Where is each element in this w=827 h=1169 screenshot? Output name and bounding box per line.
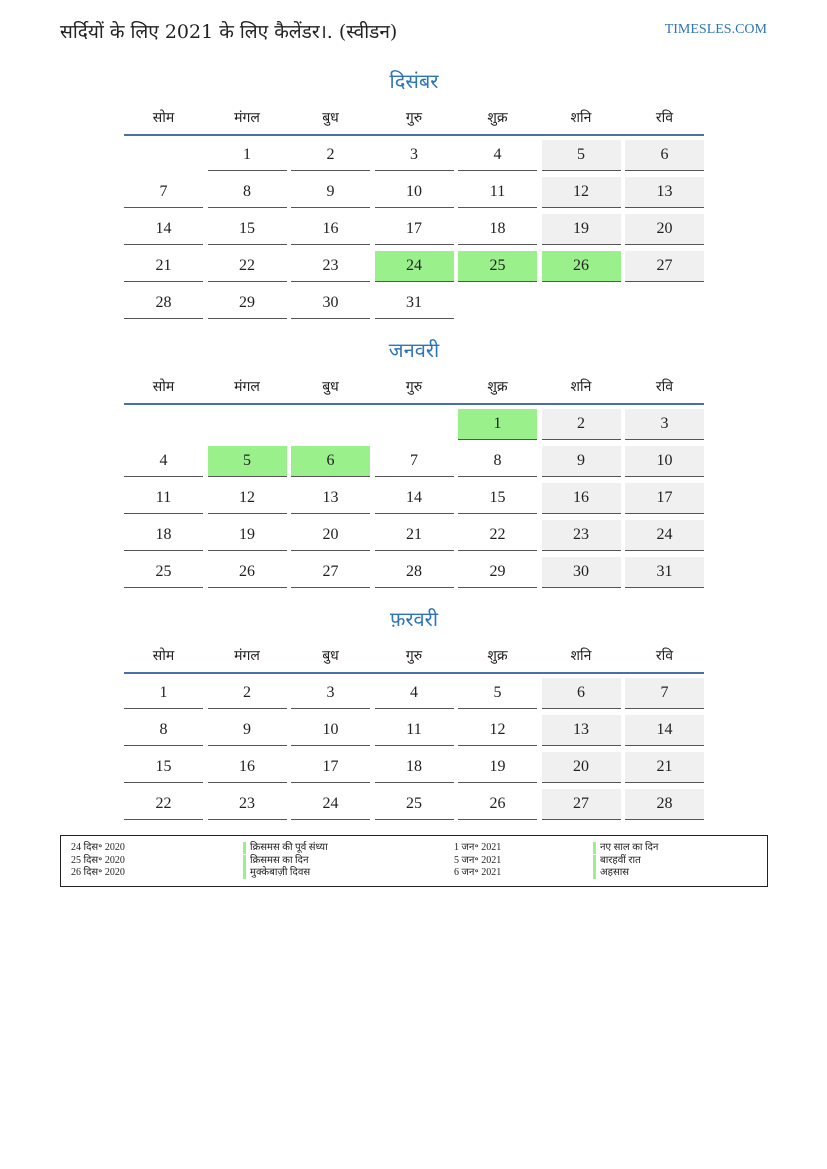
- day-cell[interactable]: 17: [625, 483, 704, 514]
- day-cell[interactable]: 11: [375, 715, 454, 746]
- day-cell[interactable]: 26: [458, 789, 537, 820]
- day-cell[interactable]: 11: [124, 483, 203, 514]
- weekday-label: रवि: [655, 378, 674, 395]
- day-cell[interactable]: 12: [208, 483, 287, 514]
- day-cell[interactable]: 10: [625, 446, 704, 477]
- day-cell[interactable]: 29: [208, 288, 287, 319]
- day-cell[interactable]: 2: [542, 409, 621, 440]
- month-calendar: [124, 66, 704, 325]
- day-cell[interactable]: 22: [124, 789, 203, 820]
- day-cell[interactable]: 9: [542, 446, 621, 477]
- month-title: जनवरी: [388, 338, 440, 362]
- day-cell[interactable]: 14: [625, 715, 704, 746]
- empty-cell: [208, 409, 287, 439]
- day-cell[interactable]: 16: [208, 752, 287, 783]
- day-cell[interactable]: 16: [542, 483, 621, 514]
- weekday-label: गुरु: [405, 647, 423, 664]
- holiday-legend: [60, 835, 768, 887]
- day-cell[interactable]: 14: [124, 214, 203, 245]
- day-cell[interactable]: 23: [291, 251, 370, 282]
- weekday-label: सोम: [152, 647, 175, 664]
- day-cell[interactable]: 3: [375, 140, 454, 171]
- day-cell[interactable]: 4: [375, 678, 454, 709]
- day-cell[interactable]: 13: [291, 483, 370, 514]
- day-cell[interactable]: 8: [458, 446, 537, 477]
- weekday-label: बुध: [322, 378, 339, 395]
- legend-name: नए साल का दिन: [593, 842, 658, 854]
- legend-name: मुक्केबाज़ी दिवस: [243, 867, 310, 879]
- day-cell[interactable]: 10: [375, 177, 454, 208]
- legend-date: 5 जन॰ 2021: [454, 855, 502, 866]
- weekday-label: शनि: [570, 109, 592, 126]
- day-cell[interactable]: 1: [208, 140, 287, 171]
- empty-cell: [124, 409, 203, 439]
- day-cell[interactable]: 15: [458, 483, 537, 514]
- day-cell[interactable]: 28: [124, 288, 203, 319]
- weekday-label: बुध: [322, 109, 339, 126]
- day-cell[interactable]: 23: [542, 520, 621, 551]
- day-cell[interactable]: 9: [208, 715, 287, 746]
- weekday-label: शुक्र: [487, 647, 508, 664]
- day-cell[interactable]: 7: [625, 678, 704, 709]
- day-cell[interactable]: 21: [124, 251, 203, 282]
- day-cell[interactable]: 8: [208, 177, 287, 208]
- legend-name: बारहवीं रात: [593, 855, 641, 867]
- day-cell[interactable]: 7: [375, 446, 454, 477]
- weekday-header: [124, 638, 704, 674]
- legend-name: क्रिसमस का दिन: [243, 855, 309, 867]
- legend-date: 26 दिस॰ 2020: [71, 867, 125, 878]
- day-cell[interactable]: 4: [124, 446, 203, 477]
- weekday-label: शनि: [570, 378, 592, 395]
- day-cell[interactable]: 31: [625, 557, 704, 588]
- empty-cell: [375, 409, 454, 439]
- day-cell[interactable]: 17: [375, 214, 454, 245]
- weekday-header: [124, 100, 704, 136]
- day-cell[interactable]: 14: [375, 483, 454, 514]
- legend-name: अहसास: [593, 867, 629, 879]
- weekday-label: गुरु: [405, 109, 423, 126]
- empty-cell: [124, 140, 203, 170]
- weekday-label: बुध: [322, 647, 339, 664]
- day-cell[interactable]: 27: [625, 251, 704, 282]
- day-cell[interactable]: 23: [208, 789, 287, 820]
- weekday-label: मंगल: [234, 109, 260, 126]
- weekday-header: [124, 369, 704, 405]
- day-cell[interactable]: 3: [291, 678, 370, 709]
- day-cell[interactable]: 15: [124, 752, 203, 783]
- day-cell[interactable]: 6: [542, 678, 621, 709]
- day-cell[interactable]: 13: [625, 177, 704, 208]
- day-cell[interactable]: 9: [291, 177, 370, 208]
- site-link[interactable]: TIMESLES.COM: [664, 22, 767, 37]
- day-cell[interactable]: 7: [124, 177, 203, 208]
- day-cell[interactable]: 15: [208, 214, 287, 245]
- day-grid: [124, 140, 704, 325]
- day-cell[interactable]: 22: [208, 251, 287, 282]
- day-cell[interactable]: 12: [458, 715, 537, 746]
- legend-date: 6 जन॰ 2021: [454, 867, 502, 878]
- holiday-day-cell[interactable]: 6: [291, 446, 370, 477]
- day-cell[interactable]: 17: [291, 752, 370, 783]
- day-cell[interactable]: 28: [375, 557, 454, 588]
- day-cell[interactable]: 24: [291, 789, 370, 820]
- day-cell[interactable]: 4: [458, 140, 537, 171]
- weekday-label: शुक्र: [487, 109, 508, 126]
- day-cell[interactable]: 19: [458, 752, 537, 783]
- day-cell[interactable]: 8: [124, 715, 203, 746]
- weekday-label: शुक्र: [487, 378, 508, 395]
- holiday-day-cell[interactable]: 26: [542, 251, 621, 282]
- day-cell[interactable]: 10: [291, 715, 370, 746]
- month-calendar: [124, 335, 704, 594]
- day-cell[interactable]: 16: [291, 214, 370, 245]
- day-cell[interactable]: 3: [625, 409, 704, 440]
- month-title: दिसंबर: [389, 69, 439, 93]
- day-cell[interactable]: 5: [542, 140, 621, 171]
- day-cell[interactable]: 18: [458, 214, 537, 245]
- day-cell[interactable]: 27: [291, 557, 370, 588]
- month-title: फ़रवरी: [389, 607, 439, 631]
- day-cell[interactable]: 18: [124, 520, 203, 551]
- day-cell[interactable]: 6: [625, 140, 704, 171]
- day-cell[interactable]: 1: [124, 678, 203, 709]
- day-cell[interactable]: 13: [542, 715, 621, 746]
- day-cell[interactable]: 19: [208, 520, 287, 551]
- month-calendar: [124, 604, 704, 826]
- day-cell[interactable]: 20: [291, 520, 370, 551]
- day-cell[interactable]: 2: [208, 678, 287, 709]
- holiday-day-cell[interactable]: 24: [375, 251, 454, 282]
- day-cell[interactable]: 21: [375, 520, 454, 551]
- weekday-label: गुरु: [405, 378, 423, 395]
- weekday-label: सोम: [152, 109, 175, 126]
- weekday-label: मंगल: [234, 378, 260, 395]
- day-cell[interactable]: 20: [625, 214, 704, 245]
- day-cell[interactable]: 22: [458, 520, 537, 551]
- day-cell[interactable]: 26: [208, 557, 287, 588]
- weekday-label: रवि: [655, 647, 674, 664]
- empty-cell: [291, 409, 370, 439]
- day-cell[interactable]: 27: [542, 789, 621, 820]
- day-cell[interactable]: 29: [458, 557, 537, 588]
- day-grid: [124, 678, 704, 826]
- holiday-day-cell[interactable]: 1: [458, 409, 537, 440]
- weekday-label: रवि: [655, 109, 674, 126]
- day-cell[interactable]: 18: [375, 752, 454, 783]
- page-title: सर्दियों के लिए 2021 के लिए कैलेंडर।. (स्वीडन): [60, 21, 398, 43]
- legend-date: 25 दिस॰ 2020: [71, 855, 125, 866]
- day-cell[interactable]: 30: [542, 557, 621, 588]
- day-cell[interactable]: 5: [458, 678, 537, 709]
- weekday-label: सोम: [152, 378, 175, 395]
- day-grid: [124, 409, 704, 594]
- day-cell[interactable]: 2: [291, 140, 370, 171]
- day-cell[interactable]: 21: [625, 752, 704, 783]
- legend-date: 1 जन॰ 2021: [454, 842, 502, 853]
- day-cell[interactable]: 28: [625, 789, 704, 820]
- day-cell[interactable]: 20: [542, 752, 621, 783]
- legend-date: 24 दिस॰ 2020: [71, 842, 125, 853]
- weekday-label: शनि: [570, 647, 592, 664]
- holiday-day-cell[interactable]: 5: [208, 446, 287, 477]
- day-cell[interactable]: 25: [124, 557, 203, 588]
- weekday-label: मंगल: [234, 647, 260, 664]
- day-cell[interactable]: 11: [458, 177, 537, 208]
- holiday-day-cell[interactable]: 25: [458, 251, 537, 282]
- day-cell[interactable]: 12: [542, 177, 621, 208]
- day-cell[interactable]: 19: [542, 214, 621, 245]
- day-cell[interactable]: 31: [375, 288, 454, 319]
- day-cell[interactable]: 30: [291, 288, 370, 319]
- legend-name: क्रिसमस की पूर्व संध्या: [243, 842, 328, 854]
- day-cell[interactable]: 24: [625, 520, 704, 551]
- day-cell[interactable]: 25: [375, 789, 454, 820]
